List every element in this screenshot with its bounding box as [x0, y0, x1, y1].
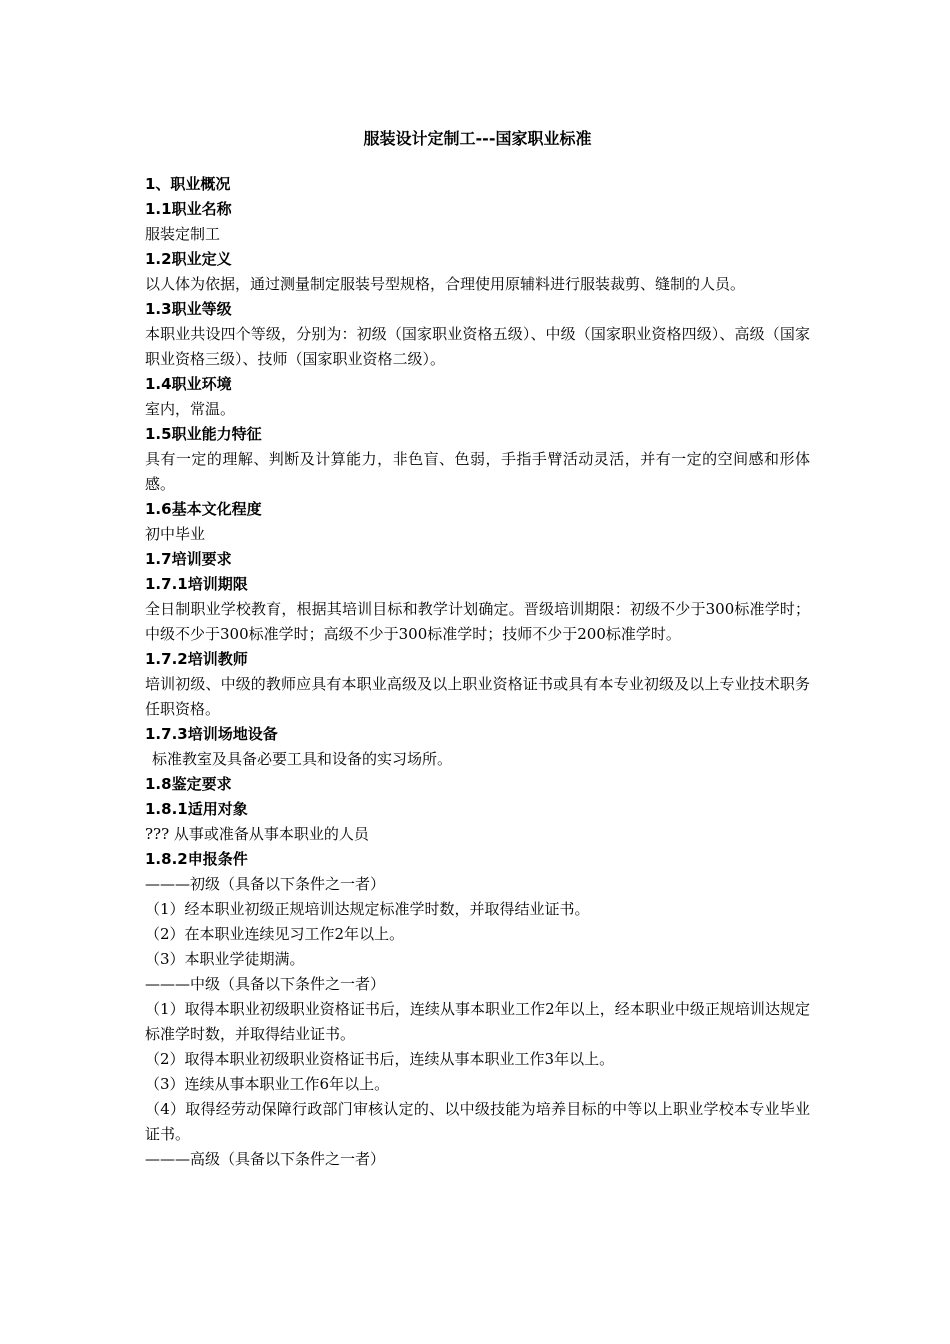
document-title: 服装设计定制工---国家职业标准 [363, 129, 592, 148]
list-item: （2）在本职业连续见习工作2年以上。 [145, 925, 405, 943]
paragraph: 具有一定的理解、判断及计算能力，非色盲、色弱，手指手臂活动灵活，并有一定的空间感和形体感。 [145, 450, 810, 493]
section-heading: 1.7.3培训场地设备 [145, 725, 278, 743]
paragraph: 全日制职业学校教育，根据其培训目标和教学计划确定。晋级培训期限：初级不少于300标准学时；中级不少于300标准学时；高级不少于300标准学时；技师不少于200标准学时。 [145, 600, 810, 643]
section-heading: 1、职业概况 [145, 175, 231, 193]
list-item: （4）取得经劳动保障行政部门审核认定的、以中级技能为培养目标的中等以上职业学校本专业毕业证书。 [145, 1100, 810, 1143]
paragraph: 以人体为依据，通过测量制定服装号型规格，合理使用原辅料进行服装裁剪、缝制的人员。 [145, 275, 746, 293]
paragraph: 室内，常温。 [145, 400, 236, 418]
list-item: （1）经本职业初级正规培训达规定标准学时数，并取得结业证书。 [145, 900, 590, 918]
list-item: （1）取得本职业初级职业资格证书后，连续从事本职业工作2年以上，经本职业中级正规培训达规定标准学时数，并取得结业证书。 [145, 1000, 810, 1043]
paragraph: 本职业共设四个等级，分别为：初级（国家职业资格五级）、中级（国家职业资格四级）、高级（国家职业资格三级）、技师（国家职业资格二级）。 [145, 325, 810, 368]
section-heading: 1.2职业定义 [145, 250, 232, 268]
paragraph: ———初级（具备以下条件之一者） [145, 875, 386, 893]
section-heading: 1.4职业环境 [145, 375, 232, 393]
section-heading: 1.1职业名称 [145, 200, 232, 218]
document-body [145, 172, 810, 1172]
section-heading: 1.8.1适用对象 [145, 800, 248, 818]
paragraph: 初中毕业 [145, 525, 206, 543]
section-heading: 1.3职业等级 [145, 300, 232, 318]
section-heading: 1.5职业能力特征 [145, 425, 262, 443]
section-heading: 1.8.2申报条件 [145, 850, 248, 868]
paragraph: 标准教室及具备必要工具和设备的实习场所。 [152, 750, 453, 768]
paragraph: ———中级（具备以下条件之一者） [145, 975, 386, 993]
list-item: （2）取得本职业初级职业资格证书后，连续从事本职业工作3年以上。 [145, 1050, 615, 1068]
paragraph: ———高级（具备以下条件之一者） [145, 1150, 386, 1168]
section-heading: 1.8鉴定要求 [145, 775, 232, 793]
paragraph: ??? 从事或准备从事本职业的人员 [145, 825, 369, 843]
section-heading: 1.6基本文化程度 [145, 500, 262, 518]
paragraph: 培训初级、中级的教师应具有本职业高级及以上职业资格证书或具有本专业初级及以上专业技术职务任职资格。 [145, 675, 810, 718]
section-heading: 1.7.1培训期限 [145, 575, 248, 593]
section-heading: 1.7培训要求 [145, 550, 232, 568]
list-item: （3）连续从事本职业工作6年以上。 [145, 1075, 390, 1093]
paragraph: 服装定制工 [145, 225, 221, 243]
section-heading: 1.7.2培训教师 [145, 650, 248, 668]
list-item: （3）本职业学徒期满。 [145, 950, 305, 968]
